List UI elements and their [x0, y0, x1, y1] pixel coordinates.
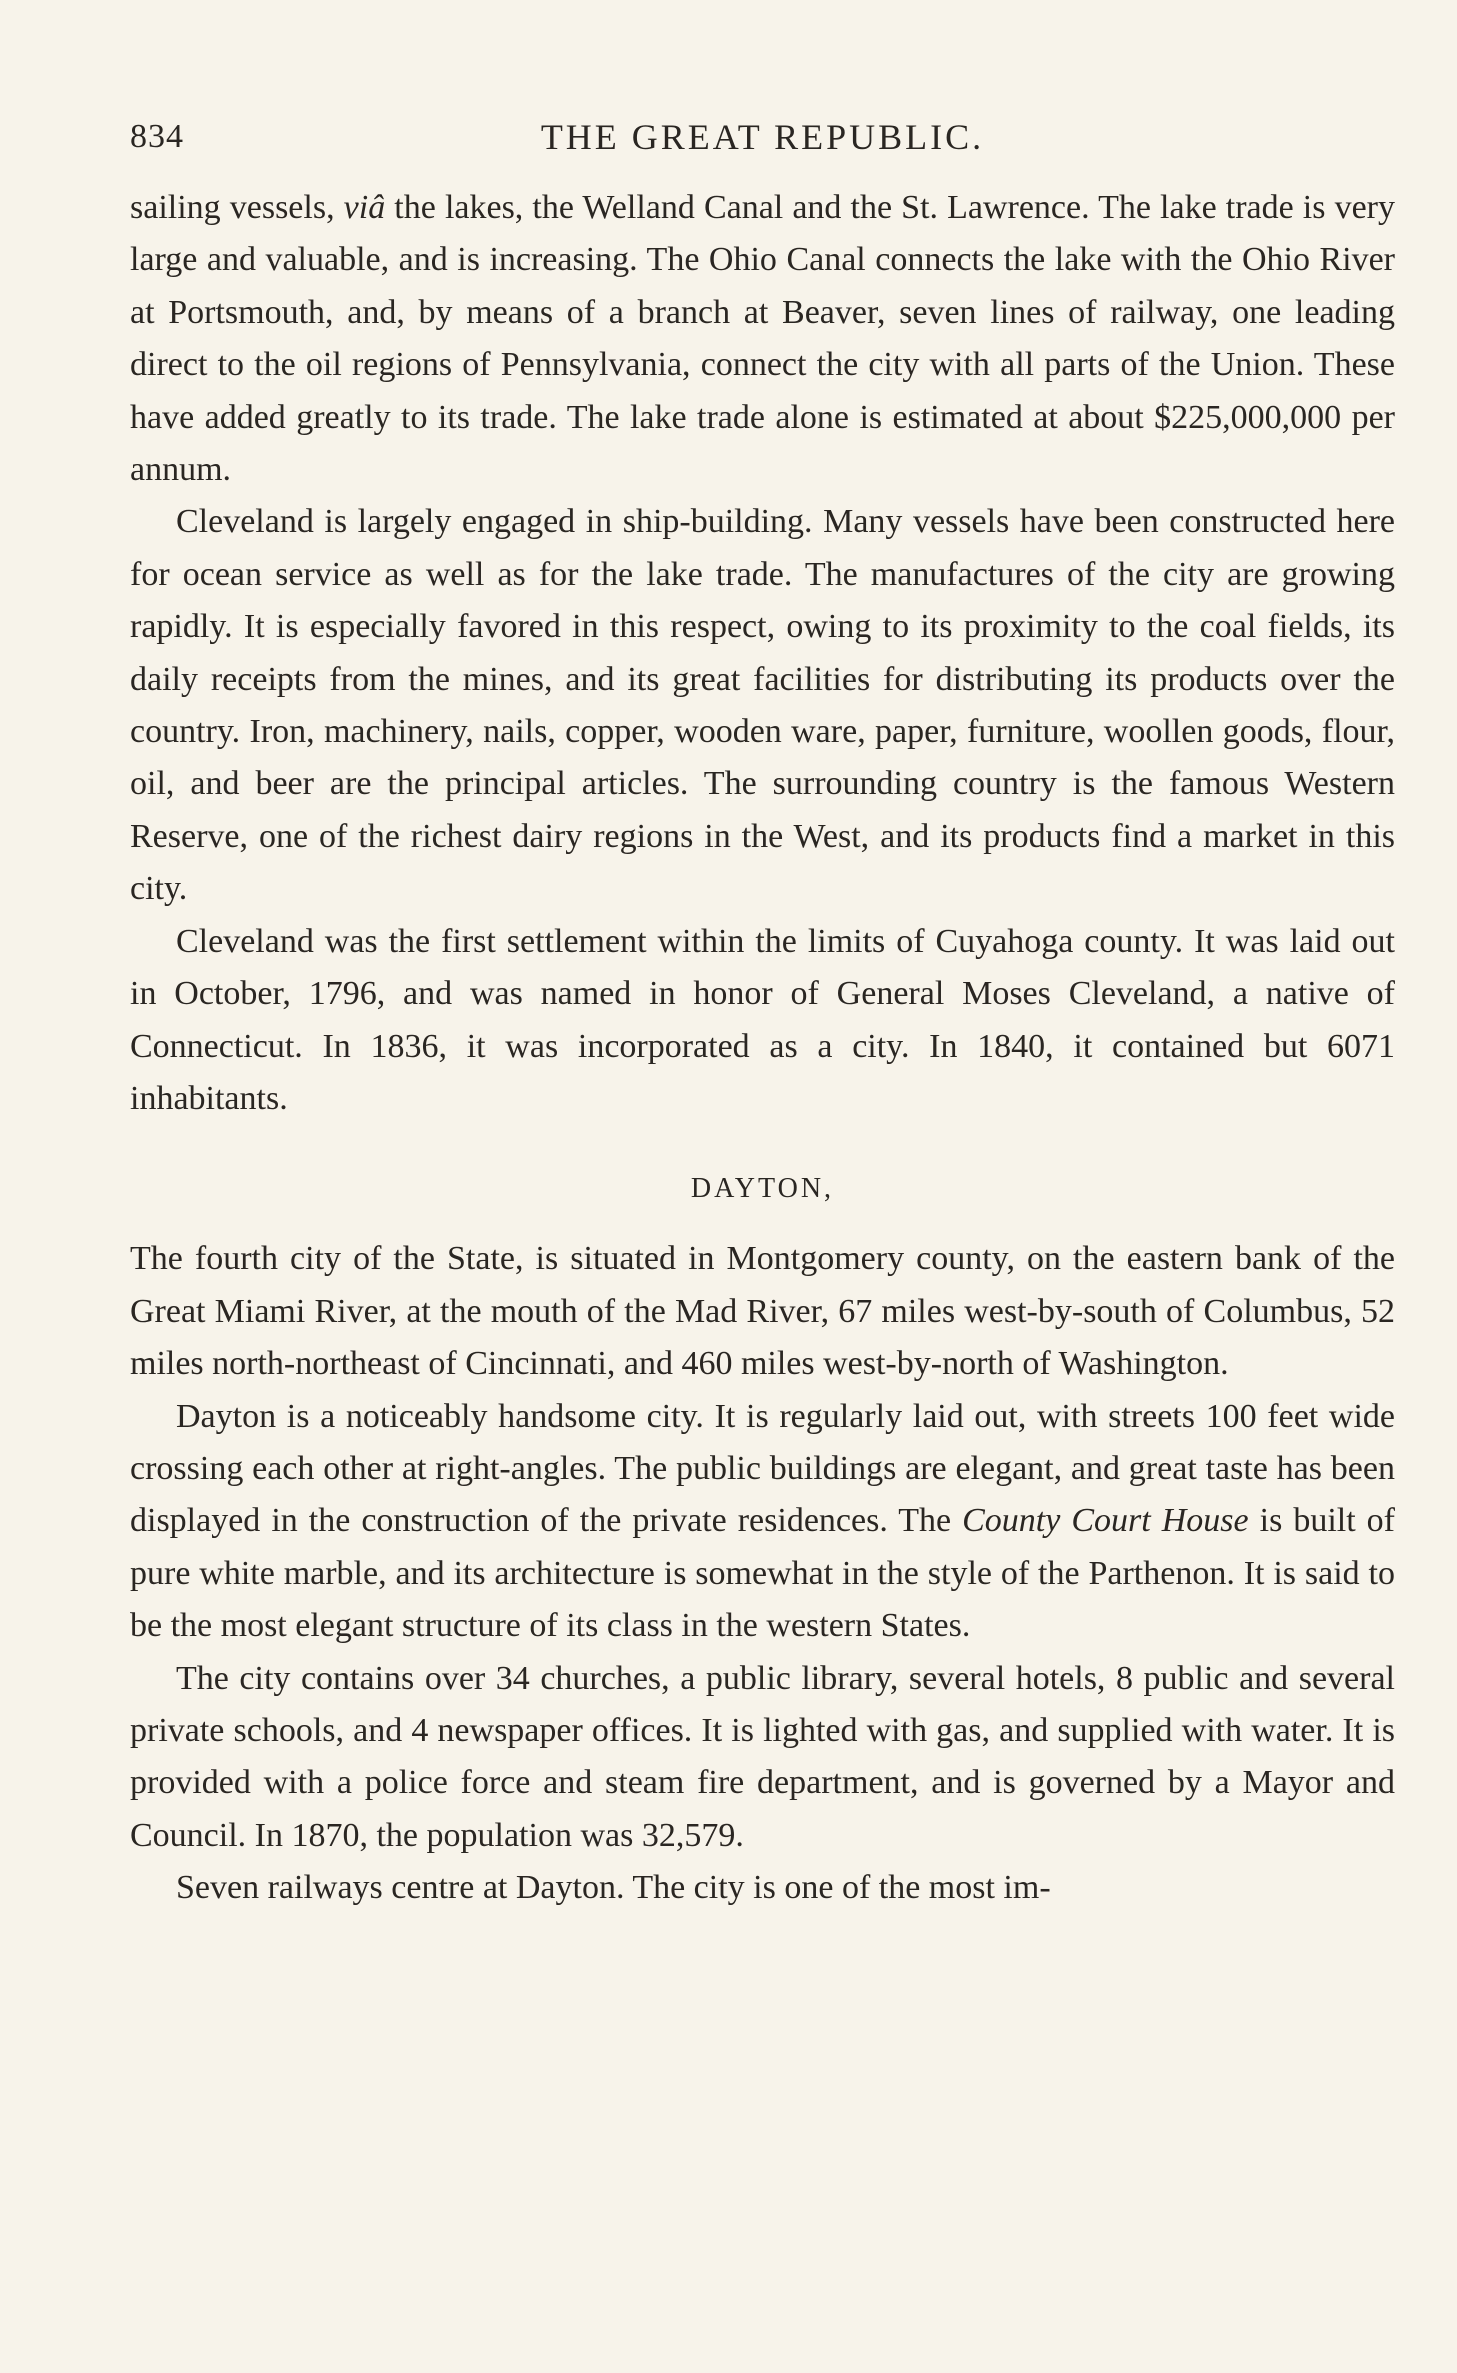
- paragraph-dayton-institutions: The city contains over 34 churches, a public library, several hotels, 8 public and several private schools, and 4 newspaper offices. It is lighted with gas, and supplied with water. It is provided with a police force and steam fire department, and is governed by a Mayor and Council. In 1870, the population was 32,579.: [130, 1659, 1395, 1854]
- text-run: sailing vessels,: [130, 189, 344, 226]
- page-number: 834: [130, 118, 184, 155]
- italic-term: viâ: [343, 189, 386, 226]
- paragraph-shipbuilding: Cleveland is largely engaged in ship-building. Many vessels have been constructed here for ocean service as well as for the lake trade. The manufactures of the city are growing rapidly. It is especially favored in this respect, owing to its proximity to the coal fields, its daily receipts from the mines, and its great facilities for distributing its products over the country. Iron, machinery, nails, copper, wooden ware, paper, furniture, woollen goods, flour, oil, and beer are the principal articles. The surrounding country is the famous Western Reserve, one of the richest dairy regions in the West, and its products find a market in this city.: [130, 503, 1395, 908]
- text-run: Dayton is a noticeably handsome city. It is regularly laid out, with streets 100 feet wide crossing each other at right-angles. The public buildings are elegant, and great taste has been displayed in the construction of the private residences. The: [130, 1397, 1395, 1540]
- text-run: the lakes, the Welland Canal and the St. Lawrence. The lake trade is very large and valuable, and is increasing. The Ohio Canal connects the lake with the Ohio River at Portsmouth, and, by means of a branch at Beaver, seven lines of railway, one leading direct to the oil regions of Pennsylvania, connect the city with all parts of the Union. These have added greatly to its trade. The lake trade alone is estimated at about $225,000,000 per annum.: [130, 189, 1395, 489]
- running-title: THE GREAT REPUBLIC.: [540, 117, 985, 157]
- text-run: is built of pure white marble, and its architecture is somewhat in the style of the Parthenon. It is said to be the most elegant structure of its class in the western States.: [130, 1502, 1395, 1645]
- paragraph-dayton-description: [130, 1391, 1395, 1653]
- body-text: [130, 182, 1395, 1915]
- book-page: [130, 112, 1395, 1915]
- paragraph-trade: [130, 182, 1395, 496]
- italic-term: County Court House: [962, 1502, 1249, 1540]
- paragraph-cleveland-history: Cleveland was the first settlement within the limits of Cuyahoga county. It was laid out in October, 1796, and was named in honor of General Moses Cleveland, a native of Connecticut. In 1836, it was incorporated as a city. In 1840, it contained but 6071 inhabitants.: [130, 922, 1395, 1117]
- paragraph-dayton-railways: Seven railways centre at Dayton. The city is one of the most im-: [176, 1869, 1051, 1907]
- running-head: [130, 112, 1395, 162]
- paragraph-dayton-location: The fourth city of the State, is situated in Montgomery county, on the eastern bank of the Great Miami River, at the mouth of the Mad River, 67 miles west-by-south of Columbus, 52 miles north-northeast of Cincinnati, and 460 miles west-by-north of Washington.: [130, 1240, 1395, 1383]
- section-heading-dayton: DAYTON,: [690, 1173, 835, 1205]
